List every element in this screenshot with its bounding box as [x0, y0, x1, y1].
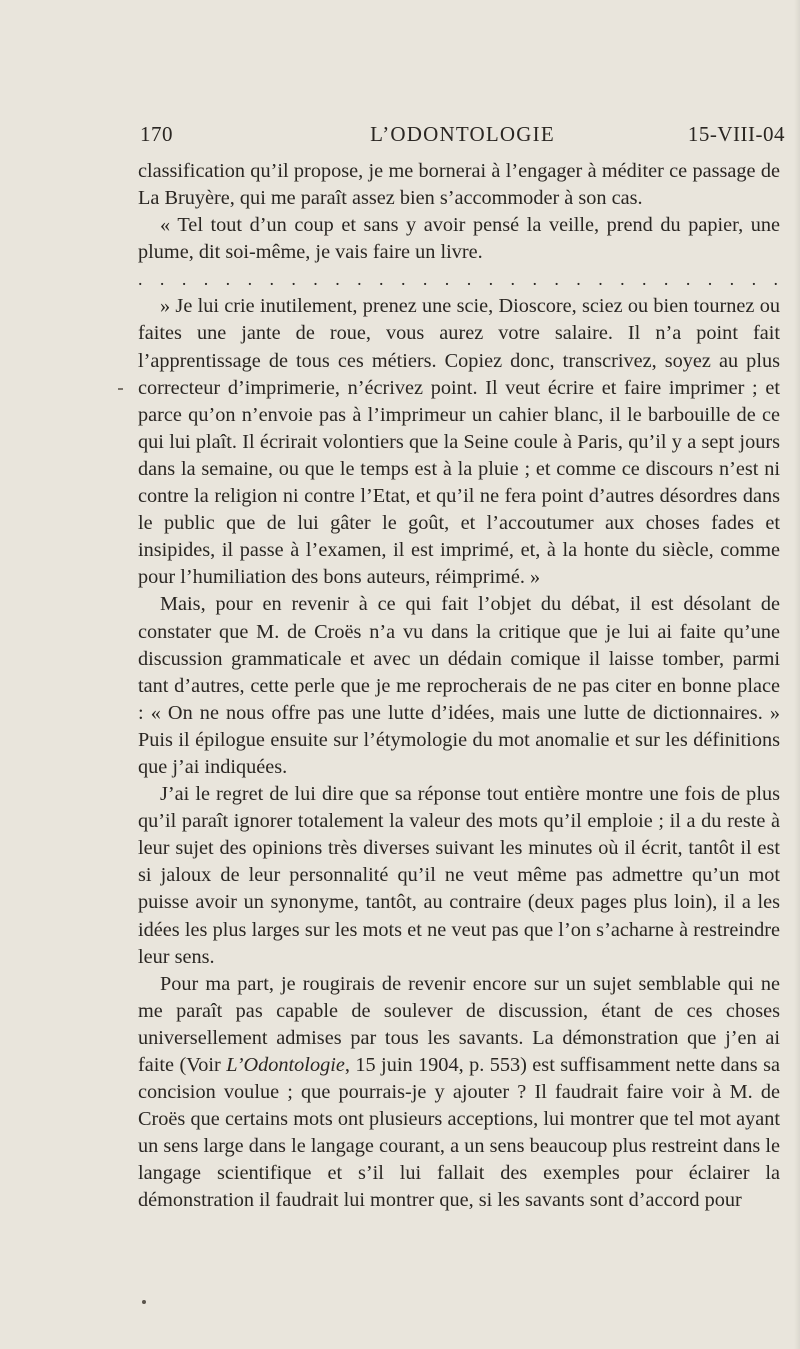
page-number: 170 [140, 122, 173, 146]
journal-citation: L’Odontologie [226, 1054, 345, 1076]
paragraph-continuation: classification qu’il propose, je me bornerai à l’engager à méditer ce passage de La Bruyère, qui me paraît assez bien s’accommoder à son cas. [138, 160, 780, 210]
paragraph-quote-opening: « Tel tout d’un coup et sans y avoir pensé la veille, prend du papier, une plume, dit soi-même, je vais faire un livre. [138, 214, 780, 264]
running-header [140, 122, 785, 152]
ink-speck [142, 1300, 146, 1304]
paragraph-quote-body: » Je lui crie inutilement, prenez une scie, Dioscore, sciez ou bien tournez ou faites une jante de roue, vous aurez votre salaire. Il n’a point fait l’apprentissage de tous ces métiers. Copiez donc, transcrivez, soyez au plus correcteur d’imprimerie, n’écrivez point. Il veut écrire et faire imprimer ; et parce qu’on n’envoie pas à l’imprimeur un cahier blanc, il le barbouille de ce qui lui plaît. Il écrirait volontiers que la Seine coule à Paris, qu’il y a sept jours dans la semaine, ou que le temps est à la pluie ; et comme ce discours n’est ni contre la religion ni contre l’Etat, et qu’il ne fera point d’autres désordres dans le public que de lui gâter le goût, et l’accoutumer aux choses fades et insipides, il passe à l’examen, il est imprimé, et, à la honte du siècle, comme pour l’humiliation des bons auteurs, réimprimé. » [138, 295, 780, 589]
paragraph-final [138, 971, 780, 1215]
paragraph-debate: Mais, pour en revenir à ce qui fait l’objet du débat, il est désolant de constater que M. de Croës n’a vu dans la critique que je lui ai faite qu’une discussion grammaticale et avec un dédain comique il laisse tomber, parmi tant d’autres, cette perle que je me reprocherais de ne pas citer en bonne place : « On ne nous offre pas une lutte d’idées, mais une lutte de dictionnaires. » Puis il épilogue ensuite sur l’étymologie du mot anomalie et sur les définitions que j’ai indiquées. [138, 593, 780, 778]
article-body [138, 158, 780, 1215]
paragraph-regret: J’ai le regret de lui dire que sa réponse tout entière montre une fois de plus qu’il paraît ignorer totalement la valeur des mots qu’il emploie ; il a du reste à leur sujet des opinions très diverses suivant les minutes où il écrit, tantôt il est si jaloux de leur personnalité qu’il ne veut même pas admettre qu’un mot puisse avoir un synonyme, tantôt, au contraire (deux pages plus loin), il a les idées les plus larges sur les mots et ne veut pas que l’on s’acharne à restreindre leur sens. [138, 783, 780, 968]
ellipsis-line: . . . . . . . . . . . . . . . . . . . . . . . . . . . . . . [138, 269, 780, 290]
final-text-end: , 15 juin 1904, p. 553) est suffisamment nette dans sa concision voulue ; que pourrais-je y ajouter ? Il faudrait faire voir à M. de Croës que certains mots ont plusieurs acceptions, lui montrer que tel mot ayant un sens large dans le langage courant, a un sens beaucoup plus restreint dans le langage scientifique et s’il lui fallait des exemples pour éclairer la démonstration il faudrait lui montrer que, si les savants sont d’accord pour [138, 1054, 781, 1212]
journal-title: L’ODONTOLOGIE [370, 122, 555, 146]
margin-mark [118, 388, 123, 390]
final-text-start: Pour ma part, je rougirais de revenir encore sur un sujet semblable qui ne me paraît pas capable de soulever de discussion, étant de ces choses universellement admises par tous les savants. La démonstration que j’en ai faite (Voir [138, 972, 780, 1076]
page-edge-shadow [794, 0, 800, 1349]
issue-date: 15-VIII-04 [687, 122, 785, 146]
